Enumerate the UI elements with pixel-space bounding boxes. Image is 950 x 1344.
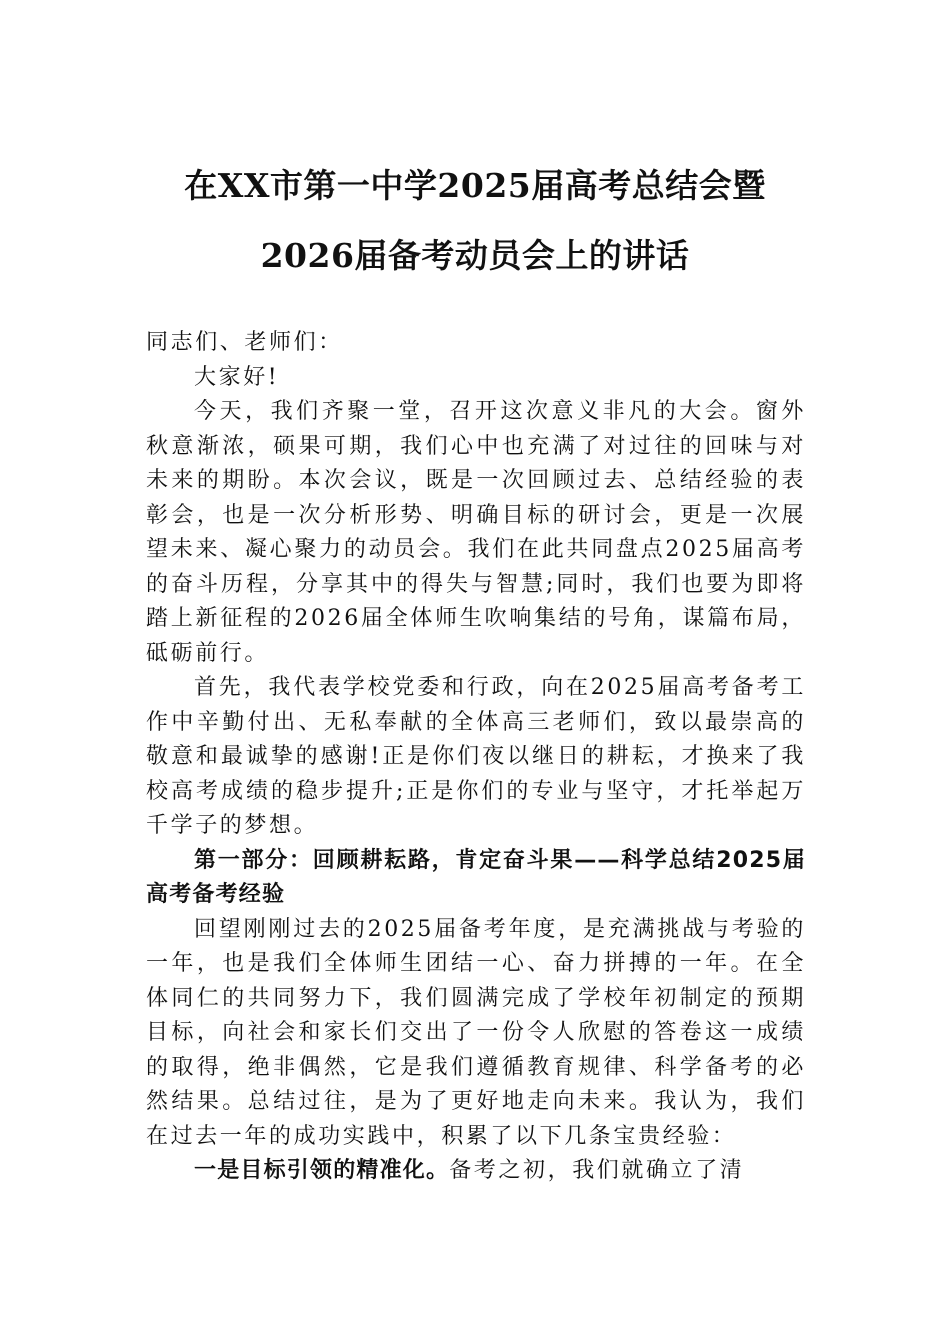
- document-title-line-2: 2026届备考动员会上的讲话: [260, 236, 690, 275]
- document-title-line-1: 在XX市第一中学2025届高考总结会暨: [184, 166, 766, 205]
- salutation: 同志们、老师们：: [146, 330, 343, 355]
- paragraph-review: 回望刚刚过去的2025届备考年度，是充满挑战与考验的一年，也是我们全体师生团结一心、奋力拼搏的一年。在全体同仁的共同努力下，我们圆满完成了学校年初制定的预期目标，向社会和家长们交出了一份令人欣慰的答卷这一成绩的取得，绝非偶然，它是我们遵循教育规律、科学备考的必然结果。总结过往，是为了更好地走向未来。我认为，我们在过去一年的成功实践中，积累了以下几条宝贵经验：: [146, 916, 806, 1149]
- paragraph-thanks: 首先，我代表学校党委和行政，向在2025届高考备考工作中辛勤付出、无私奉献的全体高三老师们，致以最崇高的敬意和最诚挚的感谢!正是你们夜以继日的耕耘，才换来了我校高考成绩的稳步提升;正是你们的专业与坚守，才托举起万千学子的梦想。: [146, 675, 806, 838]
- paragraph-point-one: [146, 1154, 806, 1189]
- point-one-lead: 一是目标引领的精准化。: [194, 1158, 450, 1183]
- document-body: [146, 326, 806, 1189]
- section-heading-part-one: 第一部分：回顾耕耘路，肯定奋斗果——科学总结2025届高考备考经验: [146, 847, 806, 907]
- point-one-text: 备考之初，我们就确立了清: [449, 1158, 745, 1183]
- greeting: 大家好!: [194, 364, 280, 390]
- paragraph-opening: 今天，我们齐聚一堂，召开这次意义非凡的大会。窗外秋意渐浓，硕果可期，我们心中也充满了对过往的回味与对未来的期盼。本次会议，既是一次回顾过去、总结经验的表彰会，也是一次分析形势、明确目标的研讨会，更是一次展望未来、凝心聚力的动员会。我们在此共同盘点2025届高考的奋斗历程，分享其中的得失与智慧;同时，我们也要为即将踏上新征程的2026届全体师生吹响集结的号角，谋篇布局，砥砺前行。: [146, 399, 806, 666]
